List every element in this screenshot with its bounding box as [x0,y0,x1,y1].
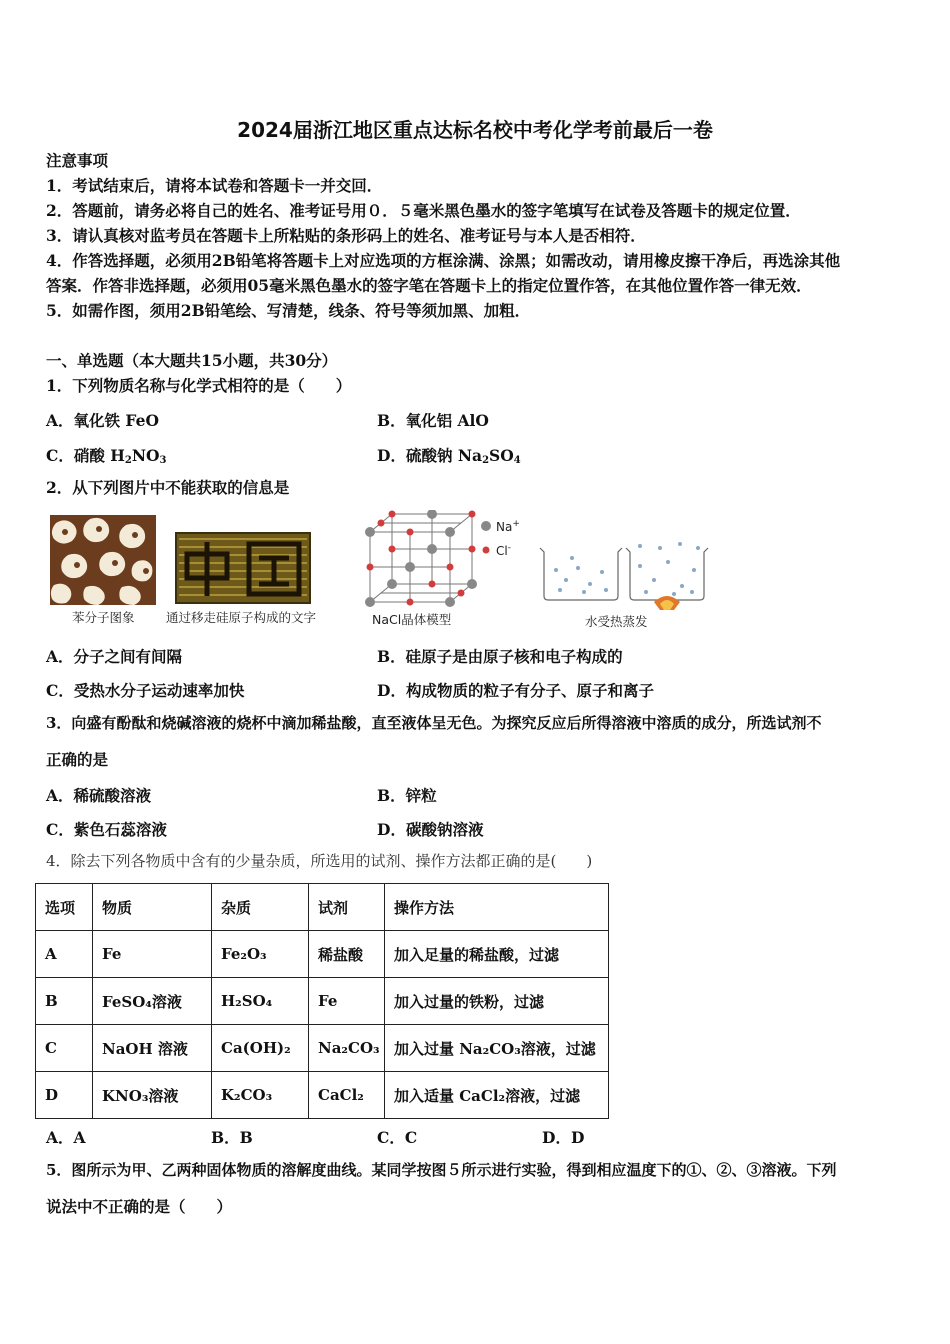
question-4-stem: 4．除去下列各物质中含有的少量杂质，所选用的试剂、操作方法都正确的是( ) [46,852,593,870]
legend-na: Na+ [496,519,520,534]
q3-option-b: B．锌粒 [377,786,437,805]
q4-option-a: A．A [46,1128,86,1147]
notice-item: 5．如需作图，须用2B铅笔绘、写清楚，线条、符号等须加黑、加粗． [46,301,531,320]
q1-option-a: A．氧化铁 FeO [46,411,159,430]
table-cell: D [36,1072,93,1119]
table-cell: Fe₂O₃ [212,931,309,978]
q2-option-b: B．硅原子是由原子核和电子构成的 [377,647,623,666]
table-row [36,931,609,978]
legend-cl: Cl- [496,543,511,558]
q2-option-c: C．受热水分子运动速率加快 [46,681,245,700]
table-header: 杂质 [212,884,309,931]
table-cell: KNO₃溶液 [93,1072,212,1119]
table-row [36,1072,609,1119]
table-header-row [36,884,609,931]
notice-item: 3．请认真核对监考员在答题卡上所粘贴的条形码上的姓名、准考证号与本人是否相符． [46,226,646,245]
q4-option-b: B．B [211,1128,253,1147]
table-cell: K₂CO₃ [212,1072,309,1119]
question-2-stem: 2．从下列图片中不能获取的信息是 [46,478,290,497]
notice-item: 1．考试结束后，请将本试卷和答题卡一并交回． [46,176,383,195]
q3-option-c: C．紫色石蕊溶液 [46,820,167,839]
image-caption: NaCl晶体模型 [372,612,452,627]
image-caption: 通过移走硅原子构成的文字 [166,610,317,625]
question-3-stem-cont: 正确的是 [46,750,109,769]
notice-item: 4．作答选择题，必须用2B铅笔将答题卡上对应选项的方框涂满、涂黑；如需改动，请用橡皮擦干净后，再选涂其他 [46,251,841,270]
q2-option-d: D．构成物质的粒子有分子、原子和离子 [377,681,654,700]
table-cell: B [36,978,93,1025]
table-header: 操作方法 [385,884,609,931]
section-heading: 一、单选题（本大题共15小题，共30分） [46,351,338,370]
table-cell: 加入足量的稀盐酸，过滤 [385,931,609,978]
q4-option-d: D．D [542,1128,585,1147]
table-cell: 加入过量 Na₂CO₃溶液，过滤 [385,1025,609,1072]
q3-option-d: D．碳酸钠溶液 [377,820,484,839]
water-evaporation-image [536,540,712,610]
table-header: 试剂 [309,884,385,931]
q1-option-d: D．硫酸钠 $Na_2SO_4$ [377,446,521,466]
notice-item: 2．答题前，请务必将自己的姓名、准考证号用０．５毫米黑色墨水的签字笔填写在试卷及答题卡的规定位置． [46,201,801,220]
q1-option-c: C．硝酸 $H_2NO_3$ [46,446,167,466]
image-caption: 水受热蒸发 [585,614,648,629]
table-cell: FeSO₄溶液 [93,978,212,1025]
table-cell: 加入适量 CaCl₂溶液，过滤 [385,1072,609,1119]
table-cell: A [36,931,93,978]
q3-option-a: A．稀硫酸溶液 [46,786,152,805]
question-5-stem-cont: 说法中不正确的是（ ） [46,1197,233,1216]
q2-option-a: A．分子之间有间隔 [46,647,183,666]
question-5-stem: 5．图所示为甲、乙两种固体物质的溶解度曲线。某同学按图５所示进行实验，得到相应温度下的①、②、③溶液。下列 [46,1161,837,1179]
table-cell: Ca(OH)₂ [212,1025,309,1072]
table-cell: Na₂CO₃ [309,1025,385,1072]
table-row [36,978,609,1025]
table-cell: 稀盐酸 [309,931,385,978]
table-cell: Fe [93,931,212,978]
q1-option-b: B．氧化铝 AlO [377,411,489,430]
table-header: 选项 [36,884,93,931]
notice-item: 答案．作答非选择题，必须用05毫米黑色墨水的签字笔在答题卡上的指定位置作答，在其他位置作答一律无效． [46,276,812,295]
silicon-text-image [175,532,311,604]
table-cell: C [36,1025,93,1072]
image-caption: 苯分子图象 [72,610,135,625]
table-row [36,1025,609,1072]
table-cell: NaOH 溶液 [93,1025,212,1072]
table-cell: H₂SO₄ [212,978,309,1025]
notice-heading: 注意事项 [46,151,109,170]
q4-option-c: C．C [377,1128,418,1147]
benzene-image [50,515,156,605]
question-1-stem: 1．下列物质名称与化学式相符的是（ ） [46,376,352,395]
table-header: 物质 [93,884,212,931]
table-cell: CaCl₂ [309,1072,385,1119]
impurity-table [35,883,609,1119]
table-cell: 加入过量的铁粉，过滤 [385,978,609,1025]
question-3-stem: 3．向盛有酚酞和烧碱溶液的烧杯中滴加稀盐酸，直至液体呈无色。为探究反应后所得溶液中溶质的成分，所选试剂不 [46,714,822,732]
table-cell: Fe [309,978,385,1025]
page-title: 2024届浙江地区重点达标名校中考化学考前最后一卷 [237,118,713,142]
